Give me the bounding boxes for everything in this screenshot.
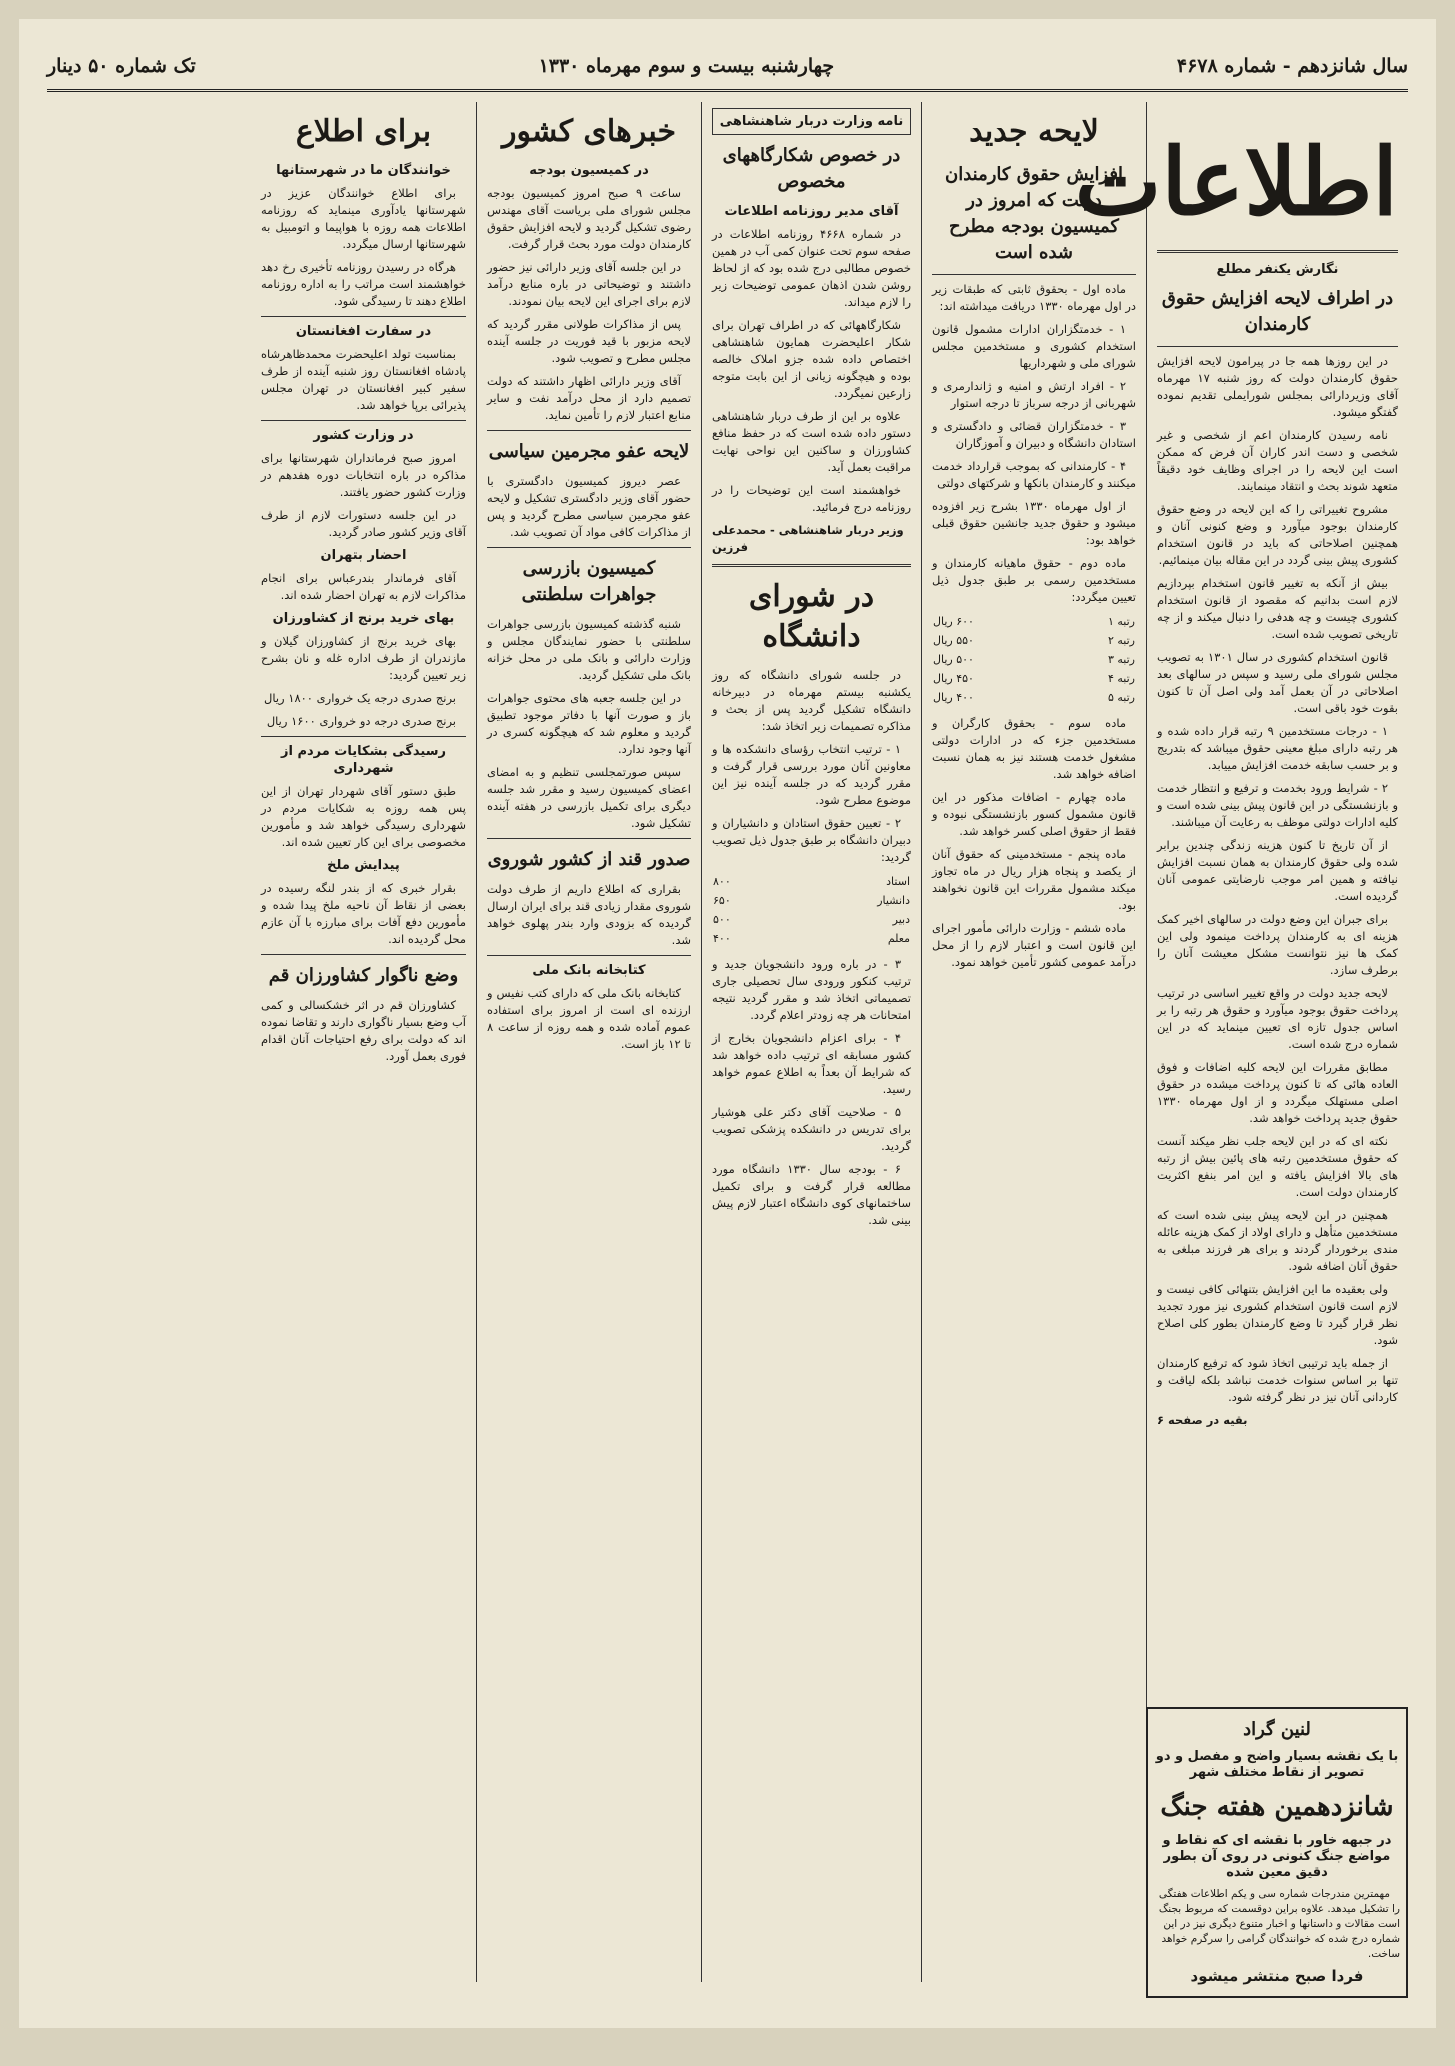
- column-notices: [251, 102, 476, 1982]
- lenin-headline: شانزدهمین هفته جنگ: [1160, 1792, 1394, 1822]
- column-country-news: [476, 102, 701, 1982]
- paragraph: خواهشمند است این توضیحات را در روزنامه درج فرمائید.: [712, 483, 911, 514]
- paragraph: برای جبران این وضع دولت در سالهای اخیر کمک هزینه ای به کارمندان پرداخت مینمود ولی این کمک ها نیز نتوانست مشکل معیشت آنان را برطرف سازد.: [1157, 912, 1398, 977]
- table-cell: ۶۵۰: [713, 894, 731, 907]
- column-court-university: [701, 102, 921, 1982]
- paragraph: کتابخانه بانک ملی که دارای کتب نفیس و ارزنده ای است از امروز برای استفاده عموم آماده شده و همه روزه از ساعت ۸ تا ۱۲ باز است.: [487, 986, 691, 1051]
- news-sub: کتابخانه بانک ملی: [532, 963, 646, 978]
- court-headline: در خصوص شکارگاههای مخصوص: [722, 145, 901, 192]
- table-cell: رتبه ۴: [1107, 672, 1135, 685]
- divider: [487, 547, 691, 548]
- notice-sub: احضار بتهران: [320, 548, 407, 563]
- news-sub: صدور قند از کشور شوروی: [487, 849, 691, 870]
- issue-date: چهارشنبه بیست و سوم مهرماه ۱۳۳۰: [538, 55, 835, 77]
- table-cell: استاد: [886, 875, 910, 888]
- table-cell: معلم: [887, 932, 910, 945]
- paragraph: ماده پنجم - مستخدمینی که حقوق آنان از یکصد و پنجاه هزار ریال در ماه تجاوز میکند مشمول مقررات این قانون نخواهند بود.: [932, 847, 1136, 912]
- paragraph: ۲ - افراد ارتش و امنیه و ژاندارمری و شهربانی از درجه سرباز تا درجه استوار: [932, 379, 1136, 410]
- paragraph: از جمله باید ترتیبی اتخاذ شود که ترفیع کارمندان تنها بر اساس سنوات خدمت نباشد بلکه لیاقت و کاردانی آنان نیز در نظر گرفته شود.: [1157, 1356, 1398, 1404]
- paragraph: ۵ - صلاحیت آقای دکتر علی هوشیار برای تدریس در دانشکده پزشکی تصویب گردید.: [712, 1105, 911, 1153]
- notice-sub: خوانندگان ما در شهرستانها: [276, 163, 451, 178]
- newspaper-page: [19, 19, 1436, 2028]
- notice-sub: بهای خرید برنج از کشاورزان: [272, 611, 455, 626]
- main-kicker: نگارش یکنفر مطلع: [1216, 262, 1339, 277]
- lenin-top: لنین گراد: [1243, 1719, 1311, 1740]
- paragraph: در این جلسه آقای وزیر دارائی نیز حضور داشتند و توضیحاتی در باره منابع درآمد لازم برای اجرای این لایحه بیان نمودند.: [487, 260, 691, 308]
- header-strip: [47, 49, 1408, 92]
- table-cell: دبیر: [892, 913, 910, 926]
- divider: [1157, 250, 1398, 253]
- paragraph: برای اطلاع خوانندگان عزیز در شهرستانها یادآوری مینماید که روزنامه اطلاعات همه روزه با هواپیما و اتومبیل به شهرستانها ارسال میگردد.: [261, 186, 466, 251]
- salary-table: [932, 612, 1136, 707]
- divider: [261, 736, 466, 737]
- paragraph: در شماره ۴۶۶۸ روزنامه اطلاعات در صفحه سوم تحت عنوان کمی آب در همین خصوص مطالبی درج شده بود که از لحاظ روشن شدن اذهان عمومی توضیحات زیر را لازم میداند.: [712, 227, 911, 309]
- notice-sub: رسیدگی بشکایات مردم از شهرداری: [280, 744, 447, 776]
- table-cell: رتبه ۳: [1107, 653, 1135, 666]
- table-cell: رتبه ۵: [1107, 691, 1135, 704]
- masthead-title: اطلاعات: [1074, 128, 1398, 236]
- notice-sub: وضع ناگوار کشاورزان قم: [268, 965, 459, 986]
- divider: [712, 564, 911, 567]
- table-cell: ۴۵۰ ریال: [933, 672, 974, 685]
- university-salary-table: [712, 872, 911, 948]
- paragraph: ۱ - خدمتگزاران ادارات مشمول قانون استخدام کشوری و مستخدمین مجلس شورای ملی و شهرداریها: [932, 322, 1136, 370]
- paragraph: ۳ - خدمتگزاران قضائی و دادگستری و استادان دانشگاه و دبیران و آموزگاران: [932, 419, 1136, 450]
- paragraph: ۴ - برای اعزام دانشجویان بخارج از کشور مسابقه ای ترتیب داده خواهد شد که شرایط آن بعداً به اطلاع عموم خواهد رسید.: [712, 1031, 911, 1096]
- lenin-desc: در جبهه خاور با نقشه ای که نقاط و مواضع جنگ کنونی در روی آن بطور دقیق معین شده: [1162, 1833, 1392, 1880]
- lenin-box: [1146, 1707, 1408, 1998]
- notice-sub: در سفارت افغانستان: [295, 324, 432, 339]
- paragraph: طبق دستور آقای شهردار تهران از این پس همه روزه به شکایات مردم در شهرداری رسیدگی خواهد شد و مأمورین مخصوصی برای این کار تعیین شده اند.: [261, 784, 466, 849]
- salary-bill-subhead: افزایش حقوق کارمندان دولت که امروز در کمیسیون بودجه مطرح شده است: [944, 164, 1123, 263]
- paragraph: ساعت ۹ صبح امروز کمیسیون بودجه مجلس شورای ملی بریاست آقای مهندس رضوی تشکیل گردید و لایحه افزایش حقوق کارمندان دولت مورد بحث قرار گرفت.: [487, 186, 691, 251]
- paragraph: لایحه جدید دولت در واقع تغییر اساسی در ترتیب پرداخت حقوق بوجود میآورد و حقوق هر رتبه را بر اساس جدول تازه ای تعیین مینماید که در این شماره درج شده است.: [1157, 986, 1398, 1051]
- main-article-body: [1157, 353, 1398, 1429]
- paragraph: ۱ - ترتیب انتخاب رؤسای دانشکده ها و معاونین آنان مورد بررسی قرار گرفت و مقرر گردید که در جلسه آینده نیز این موضوع مطرح شود.: [712, 742, 911, 807]
- notice-sub: در وزارت کشور: [313, 428, 414, 443]
- table-row: [932, 688, 1136, 707]
- paragraph: ماده سوم - بحقوق کارگران و مستخدمین جزء که در ادارات دولتی مشغول خدمت هستند نیز به همان نسبت اضافه خواهد شد.: [932, 716, 1136, 781]
- divider: [932, 274, 1136, 275]
- continued-note: بقیه در صفحه ۶: [1157, 1413, 1248, 1427]
- paragraph: ۲ - شرایط ورود بخدمت و ترفیع و انتظار خدمت و بازنشستگی در این قانون پیش بینی شده است و کلیه ادارات دولتی موظف به رعایت آن میباشند.: [1157, 781, 1398, 829]
- table-cell: ۵۰۰ ریال: [933, 653, 974, 666]
- paragraph: ۳ - در باره ورود دانشجویان جدید و ترتیب کنکور ورودی سال تحصیلی جاری تصمیماتی اتخاذ شد و مقرر گردید نتیجه امتحانات هر چه زودتر اعلام گردد.: [712, 957, 911, 1022]
- table-cell: ۵۵۰ ریال: [933, 634, 974, 647]
- paragraph: مطابق مقررات این لایحه کلیه اضافات و فوق العاده هائی که تا کنون پرداخت میشده در حقوق اصلی مستهلک میگردد و از اول مهرماه ۱۳۳۰ حقوق جدید پرداخت خواهد شد.: [1157, 1060, 1398, 1125]
- table-cell: ۵۰۰: [713, 913, 731, 926]
- divider: [487, 430, 691, 431]
- paragraph: ولی بعقیده ما این افزایش بتنهائی کافی نیست و لازم است قانون استخدام کشوری نیز مورد تجدید نظر قرار گیرد تا وضع کارمندان بطور کلی اصلاح شود.: [1157, 1282, 1398, 1347]
- paragraph: ماده دوم - حقوق ماهیانه کارمندان و مستخدمین رسمی بر طبق جدول ذیل تعیین میگردد:: [932, 556, 1136, 604]
- court-byline: آقای مدیر روزنامه اطلاعات: [724, 204, 899, 219]
- paragraph: ۴ - کارمندانی که بموجب قرارداد خدمت میکنند و کارمندان بانکها و شرکتهای دولتی: [932, 459, 1136, 490]
- paragraph: در این جلسه دستورات لازم از طرف آقای وزیر کشور صادر گردید.: [261, 508, 466, 539]
- divider: [1157, 346, 1398, 347]
- divider: [487, 955, 691, 956]
- paragraph: عصر دیروز کمیسیون دادگستری با حضور آقای وزیر دادگستری تشکیل و لایحه عفو مجرمین سیاسی مطرح گردید و پس از مذاکرات کافی مواد آن تصویب شد.: [487, 474, 691, 539]
- paragraph: نکته ای که در این لایحه جلب نظر میکند آنست که حقوق مستخدمین رتبه های پائین بیش از رتبه های بالا افزایش یافته و این امر بنفع اکثریت کارمندان دولت است.: [1157, 1134, 1398, 1199]
- university-headline: در شورای دانشگاه: [748, 579, 875, 654]
- volume-issue: سال شانزدهم - شماره ۴۶۷۸: [1176, 55, 1408, 77]
- paragraph: بیش از آنکه به تغییر قانون استخدام بپردازیم لازم است بدانیم که مقصود از قانون استخدام کشوری چیست و چه هدفی را دنبال میکند و از چه تاریخی تصویب شده است.: [1157, 576, 1398, 641]
- paragraph: بمناسبت تولد اعلیحضرت محمدظاهرشاه پادشاه افغانستان روز شنبه آینده از طرف سفیر کبیر افغانستان در تهران مجلس پذیرائی برپا خواهد شد.: [261, 347, 466, 412]
- table-row: [932, 631, 1136, 650]
- paragraph: ۲ - تعیین حقوق استادان و دانشیاران و دبیران دانشگاه بر طبق جدول ذیل تصویب گردید:: [712, 816, 911, 864]
- paragraph: ماده ششم - وزارت دارائی مأمور اجرای این قانون است و اعتبار لازم را از محل درآمد عمومی کشور تأمین خواهد نمود.: [932, 921, 1136, 969]
- price: تک شماره ۵۰ دینار: [47, 55, 196, 77]
- news-sub: در کمیسیون بودجه: [529, 163, 649, 178]
- table-cell: ۶۰۰ ریال: [933, 615, 974, 628]
- court-signature: وزیر دربار شاهنشاهی - محمدعلی فرزین: [712, 523, 904, 554]
- table-row: [932, 669, 1136, 688]
- lenin-footer: فردا صبح منتشر میشود: [1190, 1967, 1364, 1985]
- table-cell: ۴۰۰ ریال: [933, 691, 974, 704]
- paragraph: کشاورزان قم در اثر خشکسالی و کمی آب وضع بسیار ناگواری دارند و تقاضا نموده اند که دولت برای رفع احتیاجات آنان اقدام فوری بعمل آورد.: [261, 998, 466, 1063]
- paragraph: نامه رسیدن کارمندان اعم از شخصی و غیر شخصی و دست اندر کاران آن فرض که ممکن است این لایحه را در اجرای وظایف خود دقیقاً متعهد شوند بحث و انتقاد مینمایند.: [1157, 428, 1398, 493]
- table-row: [712, 891, 911, 910]
- paragraph: بقراری که اطلاع داریم از طرف دولت شوروی مقدار زیادی قند برای ایران ارسال گردیده که بزودی وارد بندر پهلوی خواهد شد.: [487, 882, 691, 947]
- paragraph: قانون استخدام کشوری در سال ۱۳۰۱ به تصویب مجلس شورای ملی رسید و سپس در سالهای بعد اصلاحاتی در آن بعمل آمد ولی اصل آن تا کنون بقوت خود باقی است.: [1157, 650, 1398, 715]
- column-salary-bill: [921, 102, 1146, 1982]
- table-row: [932, 650, 1136, 669]
- paragraph: از آن تاریخ تا کنون هزینه زندگی چندین برابر شده ولی حقوق کارمندان به همان نسبت افزایش نیافته و همین امر موجب نارضایتی عمومی آنان گردیده است.: [1157, 838, 1398, 903]
- paragraph: همچنین در این لایحه پیش بینی شده است که مستخدمین متأهل و دارای اولاد از کمک هزینه عائله مندی برخوردار گردند و برای هر فرزند مبلغی به حقوق آنان اضافه شود.: [1157, 1208, 1398, 1273]
- paragraph: ماده اول - بحقوق ثابتی که طبقات زیر در اول مهرماه ۱۳۳۰ دریافت میداشته اند:: [932, 282, 1136, 313]
- divider: [261, 316, 466, 317]
- paragraph: برنج صدری درجه یک خرواری ۱۸۰۰ ریال: [263, 691, 456, 705]
- paragraph: در این روزها همه جا در پیرامون لایحه افزایش حقوق کارمندان دولت که روز شنبه ۱۷ مهرماه آقای وزیردارائی بمجلس شورایملی تقدیم نموده گفتگو میشود.: [1157, 354, 1398, 419]
- columns: [47, 102, 1408, 1985]
- paragraph: ماده چهارم - اضافات مذکور در این قانون مشمول کسور بازنشستگی نبوده و فقط از حقوق اصلی کسر خواهد شد.: [932, 790, 1136, 838]
- paragraph: برنج صدری درجه دو خرواری ۱۶۰۰ ریال: [266, 714, 456, 728]
- notice-headline: برای اطلاع: [295, 114, 432, 149]
- main-headline: در اطراف لایحه افزایش حقوق کارمندان: [1161, 288, 1394, 335]
- table-cell: دانشیار: [877, 894, 910, 907]
- table-row: [932, 612, 1136, 631]
- lenin-sub: با یک نقشه بسیار واضح و مفصل و دو تصویر از نقاط مختلف شهر: [1155, 1749, 1399, 1780]
- paragraph: شکارگاههائی که در اطراف تهران برای شکار اعلیحضرت همایون شاهنشاهی اختصاص داده شده جزو املاک خالصه بوده و هیچگونه زیانی از این بابت متوجه زارعین نمیگردد.: [712, 318, 911, 400]
- notice-sub: پیدایش ملخ: [327, 858, 400, 873]
- paragraph: مشروح تغییراتی را که این لایحه در وضع حقوق کارمندان بوجود میآورد و وضع کنونی آنان و همچنین اصلاحاتی که باید در قانون استخدام کشوری پیش بینی گردد در این مقاله بیان مینمائیم.: [1157, 502, 1398, 567]
- court-top: نامه وزارت دربار شاهنشاهی: [712, 108, 911, 135]
- paragraph: هرگاه در رسیدن روزنامه تأخیری رخ دهد خواهشمند است مراتب را به اداره روزنامه اطلاع دهند تا رسیدگی شود.: [261, 260, 466, 308]
- paragraph: در این جلسه جعبه های محتوی جواهرات باز و صورت آنها با دفاتر موجود تطبیق گردید و معلوم شد که هیچگونه کسری در آنها وجود ندارد.: [487, 691, 691, 756]
- paragraph: آقای وزیر دارائی اظهار داشتند که دولت تصمیم دارد از محل درآمد نفت و سایر منابع اعتبار لازم را تأمین نماید.: [487, 374, 691, 422]
- paragraph: ۶ - بودجه سال ۱۳۳۰ دانشگاه مورد مطالعه قرار گرفت و برای تکمیل ساختمانهای کوی دانشگاه اعتبار لازم پیش بینی شد.: [712, 1162, 911, 1227]
- paragraph: شنبه گذشته کمیسیون بازرسی جواهرات سلطنتی با حضور نمایندگان مجلس و وزارت دارائی و بانک ملی در محل خزانه بانک ملی تشکیل گردید.: [487, 617, 691, 682]
- paragraph: مهمترین مندرجات شماره سی و یکم اطلاعات هفتگی را تشکیل میدهد. علاوه براین دوقسمت که مربوط بجنگ است مقالات و داستانها و اخبار متنوع دیگری نیز در این شماره درج شده که خوانندگان گرامی را سرگرم خواهد ساخت.: [1158, 1888, 1400, 1960]
- table-row: [712, 910, 911, 929]
- paragraph: در جلسه شورای دانشگاه که روز یکشنبه بیستم مهرماه در دبیرخانه دانشگاه تشکیل گردید پس از بحث و مذاکره تصمیمات زیر اتخاذ شد:: [712, 668, 911, 733]
- news-sub: کمیسیون بازرسی جواهرات سلطنتی: [521, 558, 657, 605]
- news-headline: خبرهای کشور: [501, 114, 677, 149]
- table-cell: رتبه ۲: [1107, 634, 1135, 647]
- paragraph: از اول مهرماه ۱۳۳۰ بشرح زیر افزوده میشود و حقوق جدید جانشین حقوق قبلی خواهد بود:: [932, 499, 1136, 547]
- divider: [261, 420, 466, 421]
- paragraph: بقرار خبری که از بندر لنگه رسیده در بعضی از نقاط آن ناحیه ملخ پیدا شده و مأمورین دفع آفات برای مبارزه با آن عازم محل گردیده اند.: [261, 881, 466, 946]
- divider: [261, 954, 466, 955]
- table-row: [712, 872, 911, 891]
- table-cell: ۴۰۰: [713, 932, 731, 945]
- divider: [487, 838, 691, 839]
- paragraph: آقای فرماندار بندرعباس برای انجام مذاکرات لازم به تهران احضار شده اند.: [261, 571, 466, 602]
- table-cell: رتبه ۱: [1107, 615, 1135, 628]
- paragraph: بهای خرید برنج از کشاورزان گیلان و مازندران از طرف اداره غله و نان بشرح زیر تعیین گردید:: [261, 634, 466, 682]
- paragraph: امروز صبح فرمانداران شهرستانها برای مذاکره در باره انتخابات دوره هفدهم در وزارت کشور حضور یافتند.: [261, 451, 466, 499]
- paragraph: سپس صورتمجلسی تنظیم و به امضای اعضای کمیسیون رسید و مقرر شد جلسه دیگری برای تکمیل بازرسی در هفته آینده تشکیل شود.: [487, 765, 691, 830]
- table-cell: ۸۰۰: [713, 875, 731, 888]
- salary-bill-headline: لایحه جدید: [969, 114, 1099, 149]
- paragraph: علاوه بر این از طرف دربار شاهنشاهی دستور داده شده است که در حفظ منافع کشاورزان و ساکنین این نواحی نهایت مراقبت بعمل آید.: [712, 409, 911, 474]
- news-sub: لایحه عفو مجرمین سیاسی: [488, 441, 690, 462]
- paragraph: ۱ - درجات مستخدمین ۹ رتبه قرار داده شده و هر رتبه دارای مبلغ معینی حقوق میباشد که بتدریج و بر حسب سابقه خدمت افزایش مییابد.: [1157, 724, 1398, 772]
- table-row: [712, 929, 911, 948]
- paragraph: پس از مذاکرات طولانی مقرر گردید که لایحه مزبور با قید فوریت در جلسه آینده مجلس مطرح و تصویب شود.: [487, 317, 691, 365]
